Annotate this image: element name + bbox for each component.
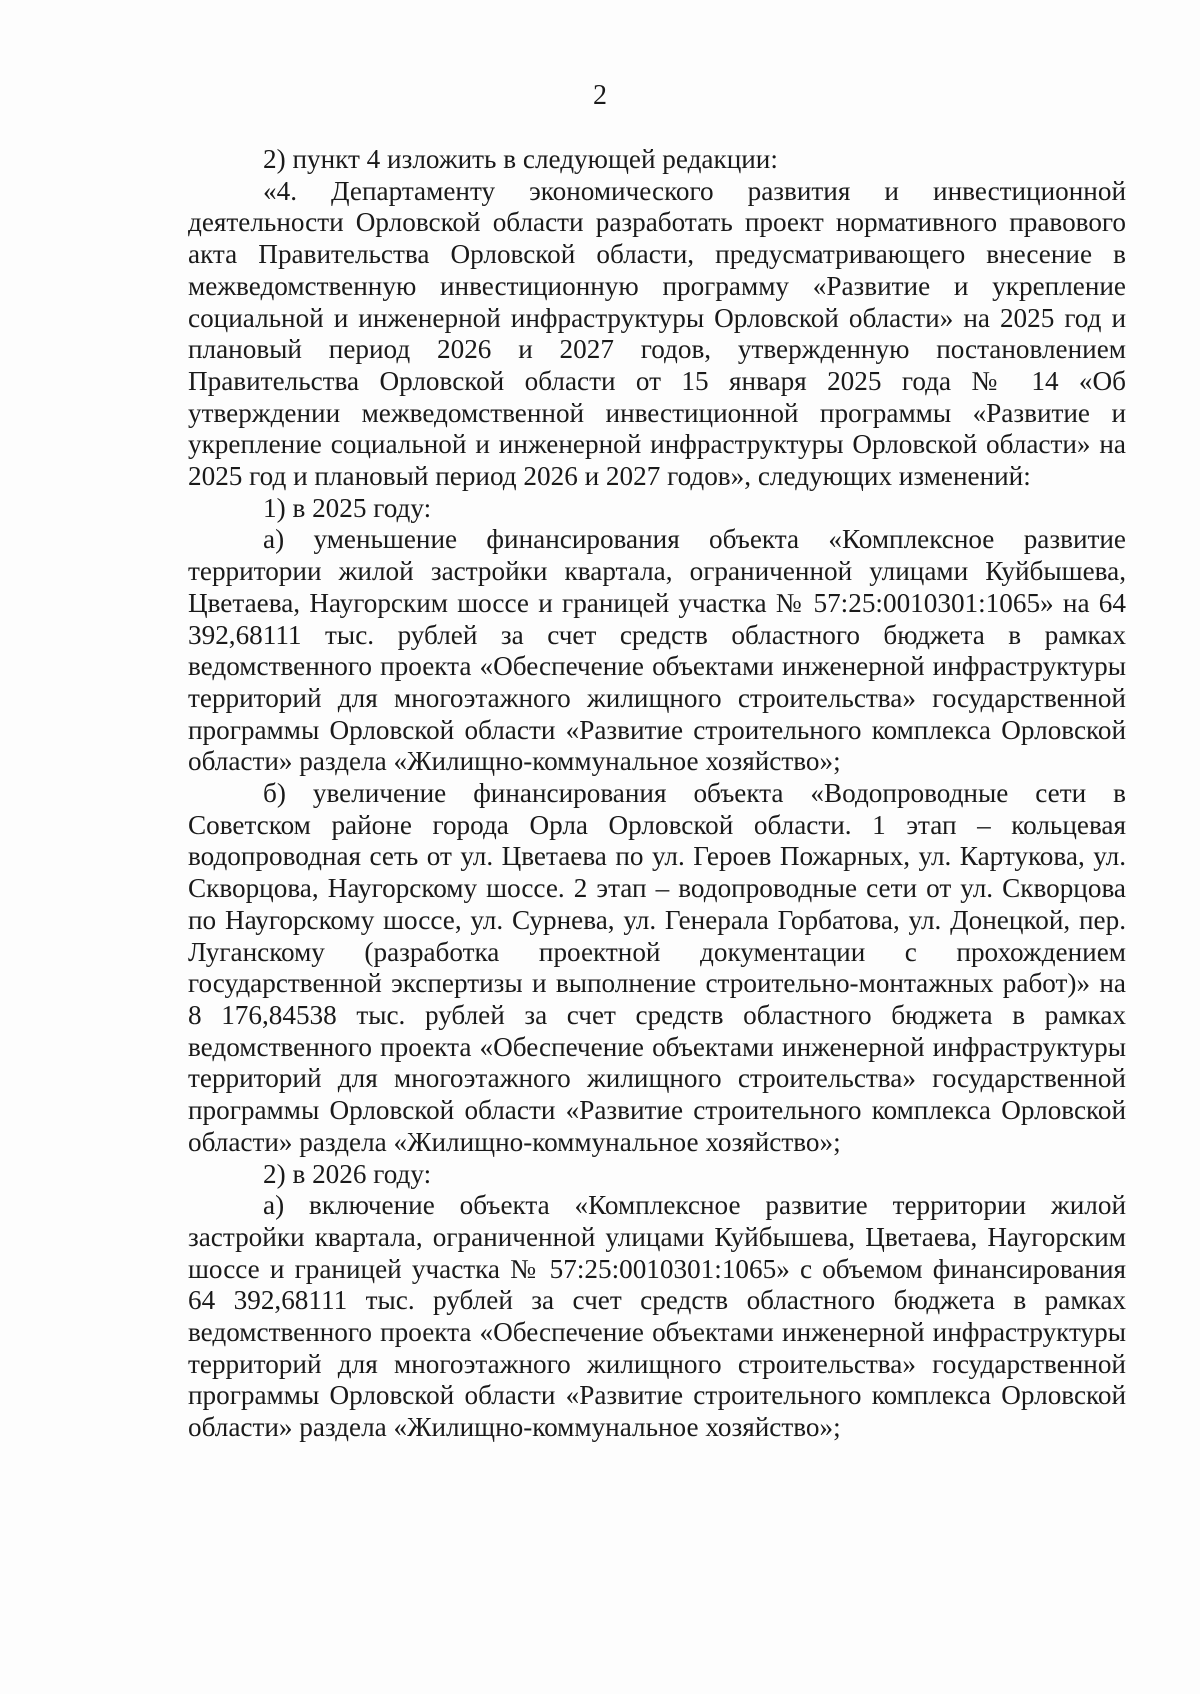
paragraph-item-2-intro: 2) пункт 4 изложить в следующей редакции:	[263, 144, 778, 174]
page-number: 2	[593, 80, 607, 111]
paragraph-2025-item-a: а) уменьшение финансирования объекта «Комплексное развитие территории жилой застройки квартала, ограниченной улицами Куйбышева, Цветаева, Наугорским шоссе и границей участка № 57:25:0010301:1065» на 64 392,68111 тыс. рублей за счет средств областного бюджета в рамках ведомственного проекта «Обеспечение объектами инженерной инфраструктуры территорий для многоэтажного жилищного строительства» государственной программы Орловской области «Развитие строительного комплекса Орловской области» раздела «Жилищно-коммунальное хозяйство»;	[188, 524, 1126, 777]
paragraph-2025-item-b: б) увеличение финансирования объекта «Водопроводные сети в Советском районе города Орла Орловской области. 1 этап – кольцевая водопроводная сеть от ул. Цветаева по ул. Героев Пожарных, ул. Картукова, ул. Скворцова, Наугорскому шоссе. 2 этап – водопроводные сети от ул. Скворцова по Наугорскому шоссе, ул. Сурнева, ул. Генерала Горбатова, ул. Донецкой, пер. Луганскому (разработка проектной документации с прохождением государственной экспертизы и выполнение строительно-монтажных работ)» на 8 176,84538 тыс. рублей за счет средств областного бюджета в рамках ведомственного проекта «Обеспечение объектами инженерной инфраструктуры территорий для многоэтажного жилищного строительства» государственной программы Орловской области «Развитие строительного комплекса Орловской области» раздела «Жилищно-коммунальное хозяйство»;	[188, 778, 1126, 1157]
document-body	[188, 144, 1126, 1444]
paragraph-year-2025-heading: 1) в 2025 году:	[263, 492, 432, 523]
paragraph-year-2026-heading: 2) в 2026 году:	[263, 1158, 432, 1189]
paragraph-2026-item-a: а) включение объекта «Комплексное развитие территории жилой застройки квартала, ограниченной улицами Куйбышева, Цветаева, Наугорским шоссе и границей участка № 57:25:0010301:1065» с объемом финансирования 64 392,68111 тыс. рублей за счет средств областного бюджета в рамках ведомственного проекта «Обеспечение объектами инженерной инфраструктуры территорий для многоэтажного жилищного строительства» государственной программы Орловской области «Развитие строительного комплекса Орловской области» раздела «Жилищно-коммунальное хозяйство»;	[188, 1190, 1126, 1443]
paragraph-point-4-text: «4. Департаменту экономического развития и инвестиционной деятельности Орловской области разработать проект нормативного правового акта Правительства Орловской области, предусматривающего внесение в межведомственную инвестиционную программу «Развитие и укрепление социальной и инженерной инфраструктуры Орловской области» на 2025 год и плановый период 2026 и 2027 годов, утвержденную постановлением Правительства Орловской области от 15 января 2025 года № 14 «Об утверждении межведомственной инвестиционной программы «Развитие и укрепление социальной и инженерной инфраструктуры Орловской области» на 2025 год и плановый период 2026 и 2027 годов», следующих изменений:	[188, 175, 1126, 492]
